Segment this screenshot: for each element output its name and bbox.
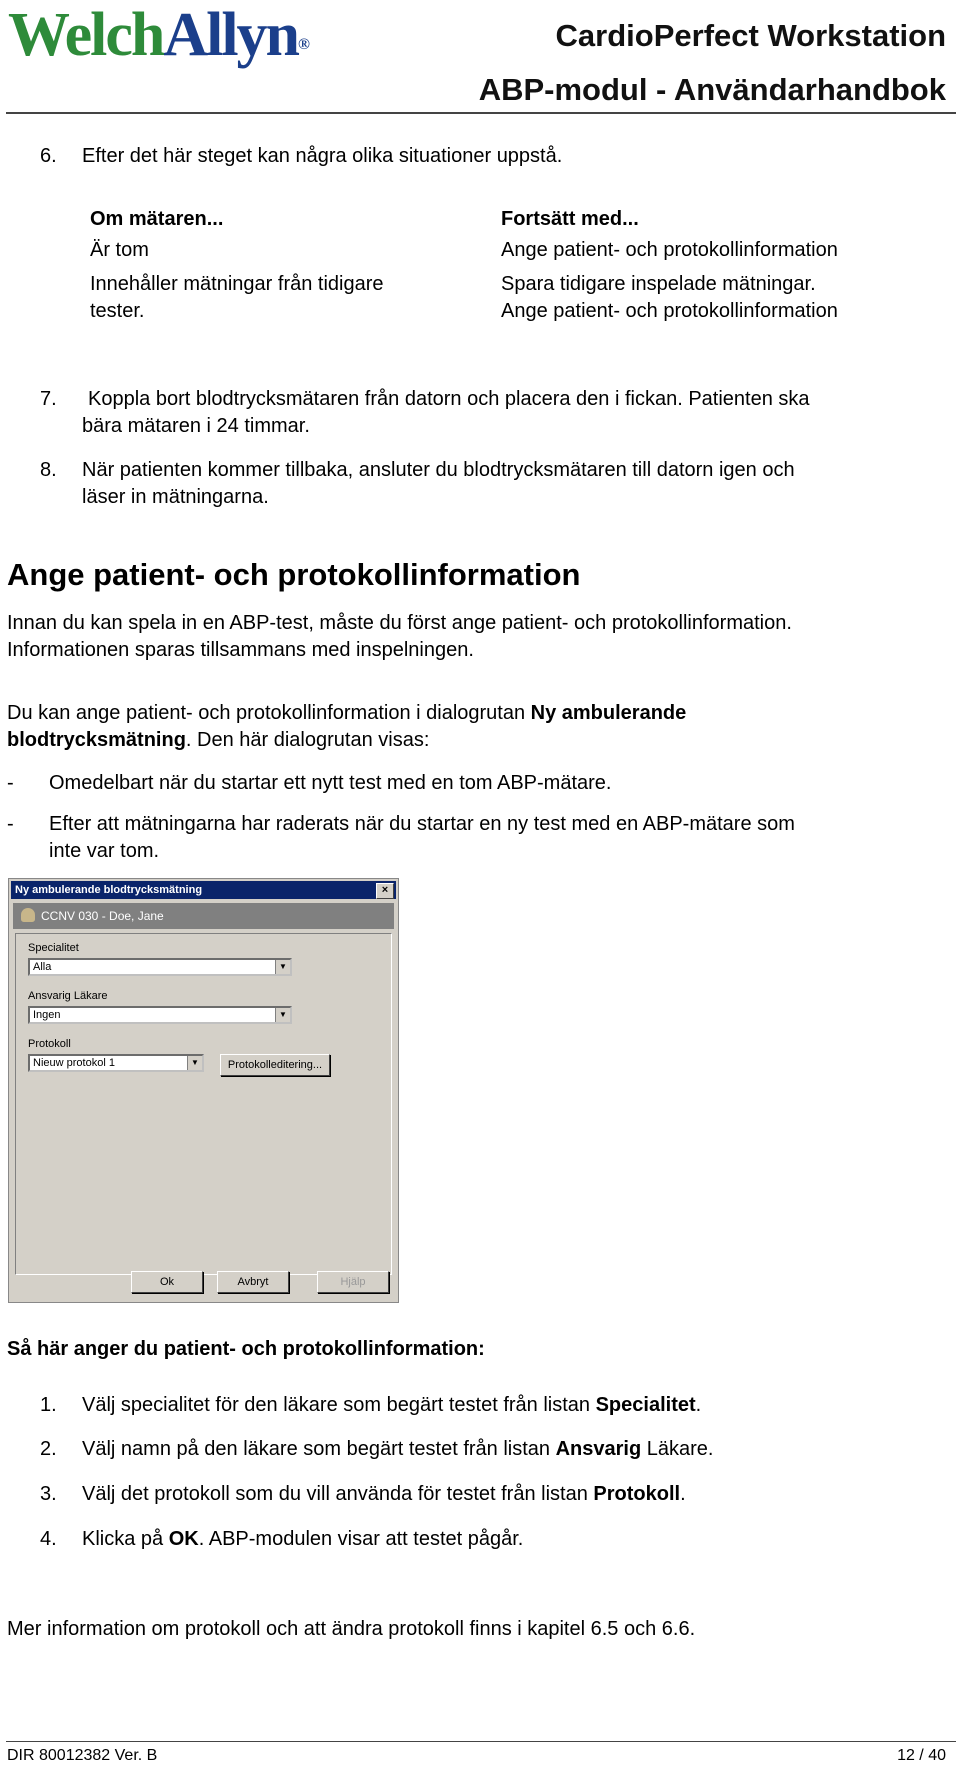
dialog-panel: [15, 933, 392, 1275]
howto-3-a: Välj det protokoll som du vill använda för testet från listan: [82, 1483, 594, 1505]
patient-bar: [13, 903, 394, 929]
bullet-2-dash: -: [7, 813, 14, 835]
logo-allyn: Allyn: [163, 1, 299, 69]
howto-3-number: 3.: [40, 1483, 57, 1505]
table-cell-empty: Är tom: [90, 239, 149, 261]
howto-1-text: [82, 1392, 701, 1418]
bullet-1-text: Omedelbart när du startar ett nytt test med en tom ABP-mätare.: [49, 772, 612, 794]
product-name: CardioPerfect Workstation: [555, 18, 946, 53]
step-7-text-l1: Koppla bort blodtrycksmätaren från datorn och placera den i fickan. Patienten ska: [88, 388, 810, 410]
patient-icon: [21, 908, 35, 922]
table-cell-contains-l2: tester.: [90, 300, 145, 322]
howto-2-number: 2.: [40, 1438, 57, 1460]
table-cell-save-l1: Spara tidigare inspelade mätningar.: [501, 273, 816, 295]
step-6-text: Efter det här steget kan några olika situationer uppstå.: [82, 145, 563, 167]
protokolleditering-button[interactable]: Protokolleditering...: [220, 1054, 330, 1076]
dialog-title-bar: [11, 881, 396, 899]
protokoll-select[interactable]: [28, 1054, 204, 1072]
intro-text-l1: Innan du kan spela in en ABP-test, måste du först ange patient- och protokollinformation.: [7, 612, 792, 634]
step-6-number: 6.: [40, 145, 57, 167]
header-divider: [6, 112, 956, 114]
section-heading: Ange patient- och protokollinformation: [7, 557, 581, 592]
cancel-button[interactable]: Avbryt: [217, 1271, 289, 1293]
dialog-title: Ny ambulerande blodtrycksmätning: [15, 884, 203, 896]
howto-2-a: Välj namn på den läkare som begärt testet från listan: [82, 1438, 556, 1460]
howto-4-c: . ABP-modulen visar att testet pågår.: [198, 1528, 524, 1550]
specialitet-select[interactable]: [28, 958, 292, 976]
step-7-number: 7.: [40, 388, 57, 410]
table-header-continue: Fortsätt med...: [501, 208, 639, 230]
close-icon[interactable]: ×: [376, 883, 394, 899]
table-cell-save-l2: Ange patient- och protokollinformation: [501, 300, 838, 322]
step-7-text-l2: bära mätaren i 24 timmar.: [82, 415, 310, 437]
howto-1-number: 1.: [40, 1394, 57, 1416]
howto-1-c: .: [695, 1394, 702, 1416]
ansvarig-select[interactable]: [28, 1006, 292, 1024]
bullet-1-dash: -: [7, 772, 14, 794]
footer-page-number: 12 / 40: [897, 1747, 946, 1764]
howto-heading: Så här anger du patient- och protokollinformation:: [7, 1338, 485, 1360]
specialitet-value: Alla: [33, 961, 52, 973]
howto-2-b: Ansvarig: [555, 1438, 642, 1460]
howto-3-b: Protokoll: [593, 1483, 681, 1505]
chevron-down-icon[interactable]: ▼: [275, 1008, 290, 1022]
howto-4-b: OK: [168, 1528, 199, 1550]
ansvarig-label: Ansvarig Läkare: [28, 990, 108, 1002]
table-header-meter: Om mätaren...: [90, 208, 224, 230]
protokoll-value: Nieuw protokol 1: [33, 1057, 115, 1069]
howto-2-c: Läkare.: [641, 1438, 714, 1460]
step-8-text-l2: läser in mätningarna.: [82, 486, 269, 508]
logo-registered: ®: [298, 36, 308, 53]
document-title: ABP-modul - Användarhandbok: [478, 72, 946, 107]
chevron-down-icon[interactable]: ▼: [275, 960, 290, 974]
intro-text-l2: Informationen sparas tillsammans med inspelningen.: [7, 639, 474, 661]
dialog-intro-l2: [7, 727, 429, 753]
ansvarig-value: Ingen: [33, 1009, 61, 1021]
specialitet-label: Specialitet: [28, 942, 79, 954]
dialog-intro-l1-plain: Du kan ange patient- och protokollinformation i dialogrutan: [7, 702, 531, 724]
help-button[interactable]: Hjälp: [317, 1271, 389, 1293]
footer-doc-id: DIR 80012382 Ver. B: [7, 1747, 158, 1764]
howto-1-a: Välj specialitet för den läkare som begärt testet från listan: [82, 1394, 596, 1416]
welch-allyn-logo: [8, 0, 308, 70]
logo-welch: Welch: [8, 1, 164, 69]
dialog-name-bold-2: blodtrycksmätning: [7, 729, 186, 751]
more-info-text: Mer information om protokoll och att ändra protokoll finns i kapitel 6.5 och 6.6.: [7, 1618, 696, 1640]
dialog-intro-l2-plain: . Den här dialogrutan visas:: [185, 729, 430, 751]
dialog-screenshot: [8, 878, 399, 1303]
howto-4-text: [82, 1526, 523, 1552]
howto-3-c: .: [680, 1483, 686, 1505]
chevron-down-icon[interactable]: ▼: [187, 1056, 202, 1070]
howto-3-text: [82, 1481, 686, 1507]
table-cell-contains-l1: Innehåller mätningar från tidigare: [90, 273, 384, 295]
howto-2-text: [82, 1436, 713, 1462]
patient-name: CCNV 030 - Doe, Jane: [41, 909, 164, 923]
step-8-text-l1: När patienten kommer tillbaka, ansluter du blodtrycksmätaren till datorn igen och: [82, 459, 795, 481]
ok-button[interactable]: Ok: [131, 1271, 203, 1293]
step-8-number: 8.: [40, 459, 57, 481]
howto-4-a: Klicka på: [82, 1528, 169, 1550]
howto-1-b: Specialitet: [595, 1394, 696, 1416]
bullet-2-text-l1: Efter att mätningarna har raderats när du startar en ny test med en ABP-mätare som: [49, 813, 795, 835]
howto-4-number: 4.: [40, 1528, 57, 1550]
table-cell-enter-info: Ange patient- och protokollinformation: [501, 239, 838, 261]
protokoll-label: Protokoll: [28, 1038, 71, 1050]
dialog-intro-l1: [7, 700, 686, 726]
dialog-name-bold-1: Ny ambulerande: [530, 702, 687, 724]
footer-divider: [6, 1741, 956, 1742]
bullet-2-text-l2: inte var tom.: [49, 840, 160, 862]
